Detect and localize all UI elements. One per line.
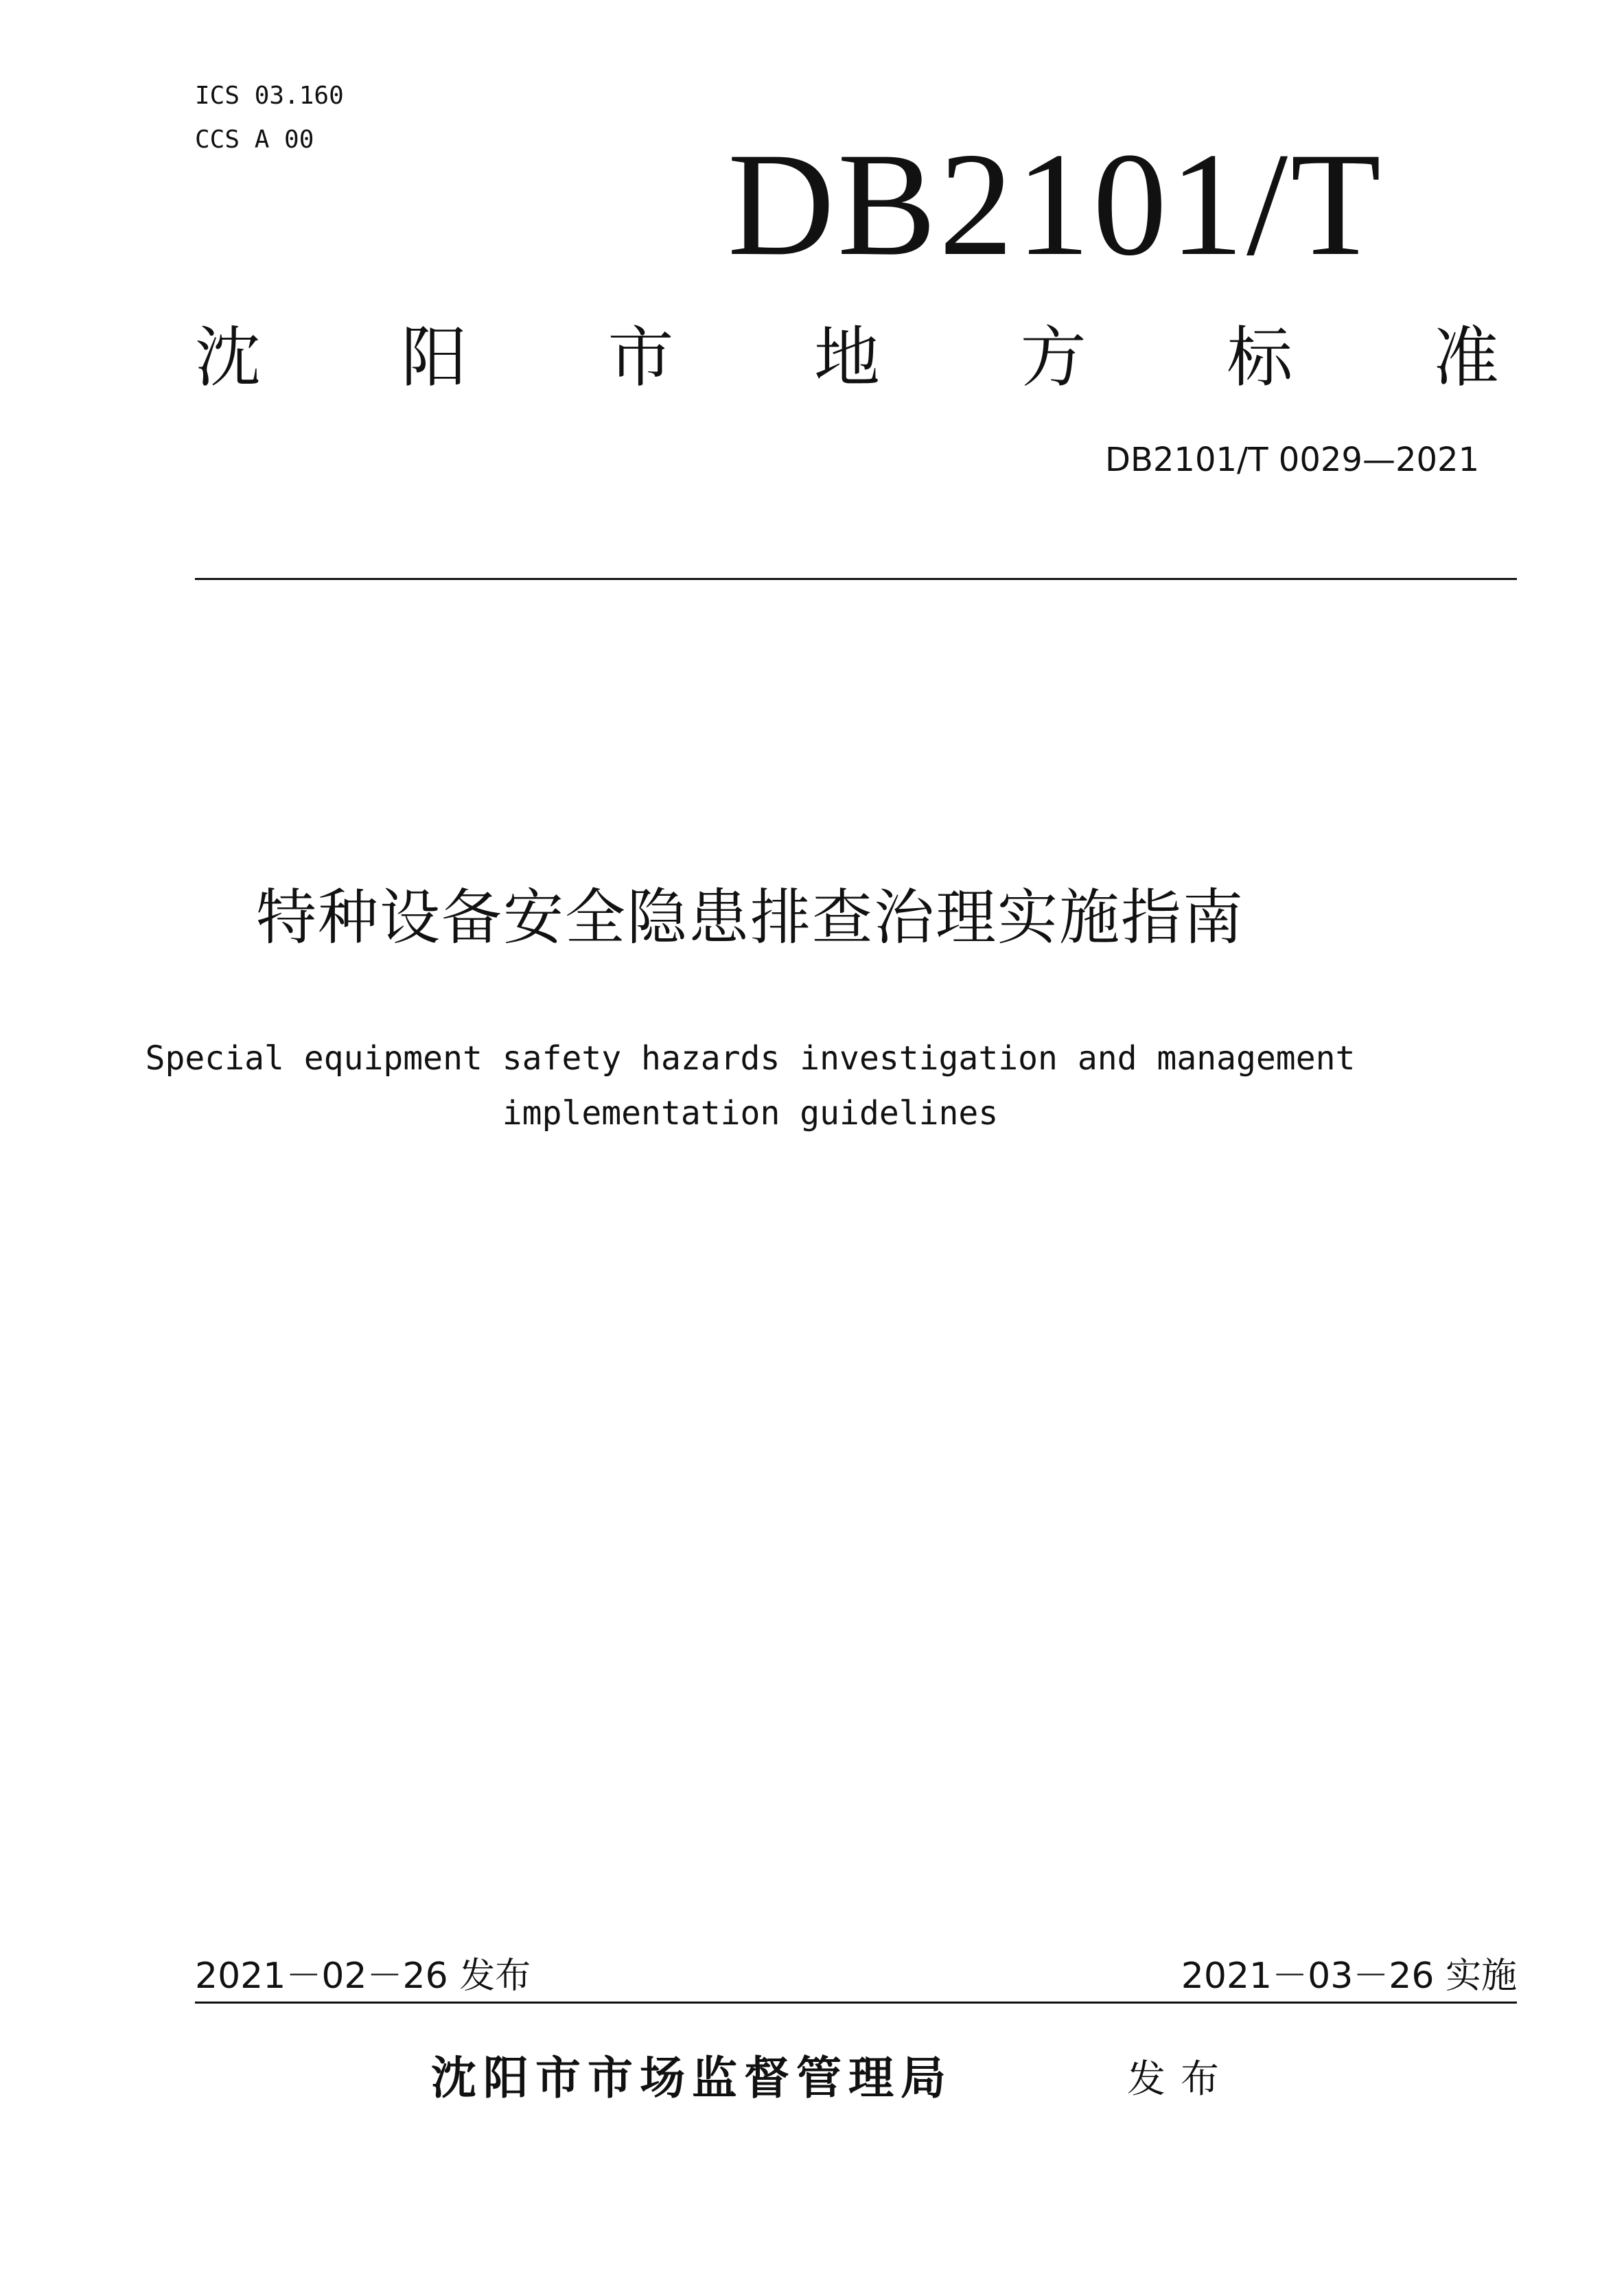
document-title-english	[0, 1031, 1624, 1141]
publish-label: 发布	[1127, 2057, 1234, 2102]
document-title-chinese: 特种设备安全隐患排查治理实施指南	[255, 882, 1244, 953]
bottom-divider	[195, 2002, 1517, 2004]
ccs-code: CCS A 00	[195, 126, 314, 154]
implementation-date: 2021－03－26 实施	[1181, 1956, 1517, 1997]
title-english-line: Special equipment safety hazards investigation and management	[145, 1039, 1356, 1078]
standard-type-char: 方	[1020, 319, 1087, 396]
standard-type	[195, 320, 1499, 395]
standard-type-char: 标	[1227, 319, 1293, 396]
standard-prefix: DB2101/T	[728, 122, 1384, 286]
ics-code: ICS 03.160	[195, 82, 344, 110]
issue-date: 2021－02－26 发布	[195, 1956, 531, 1997]
standard-type-char: 沈	[195, 319, 261, 396]
standard-type-char: 准	[1432, 319, 1499, 396]
standard-number: DB2101/T 0029—2021	[1105, 441, 1480, 479]
title-english-line: implementation guidelines	[502, 1094, 999, 1133]
standard-type-char: 地	[813, 319, 880, 396]
standard-type-char: 阳	[401, 319, 467, 396]
standard-type-char: 市	[607, 319, 674, 396]
top-divider	[195, 578, 1517, 580]
publisher-name: 沈阳市市场监督管理局	[431, 2052, 953, 2104]
